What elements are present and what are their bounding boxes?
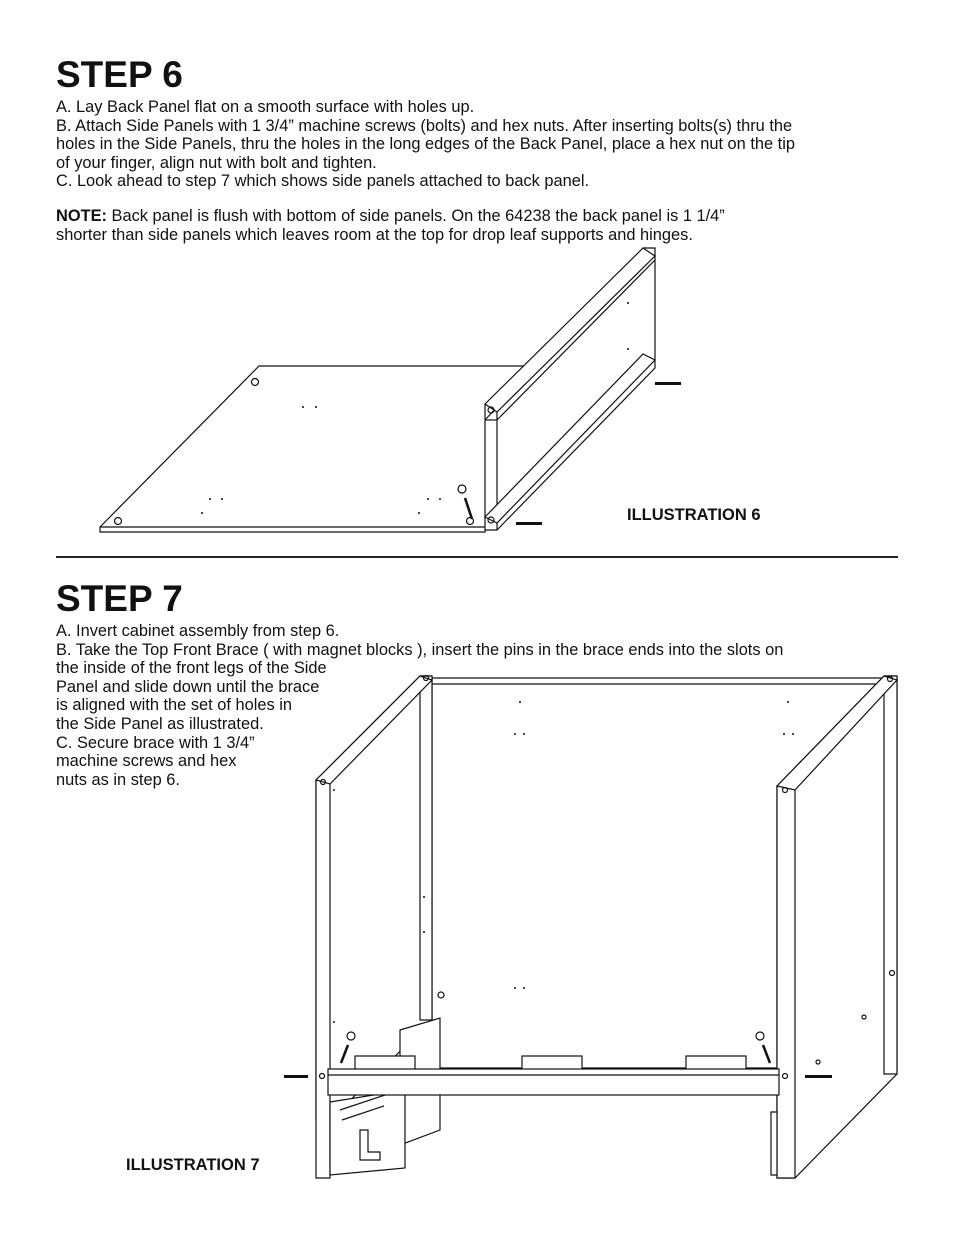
step-7-line-b5: the Side Panel as illustrated. [56,714,264,733]
step-7-line-b1: B. Take the Top Front Brace ( with magnet blocks ), insert the pins in the brace ends into the slots on [56,640,784,659]
illustration-6-caption: ILLUSTRATION 6 [627,506,761,524]
step-6-line-b1: B. Attach Side Panels with 1 3/4” machine screws (bolts) and hex nuts. After inserting bolts(s) thru the [56,116,793,135]
step-7-title: STEP 7 [56,578,183,619]
step-6-line-b3: of your finger, align nut with bolt and tighten. [56,153,377,172]
step-6-line-c: C. Look ahead to step 7 which shows side panels attached to back panel. [56,172,590,191]
step-7-line-b2: the inside of the front legs of the Side [56,659,327,678]
step-7-line-c2: machine screws and hex [56,752,237,771]
magnet-block-right [686,1056,746,1070]
step-7-line-a: A. Invert cabinet assembly from step 6. [56,622,340,640]
note-text-1: Back panel is flush with bottom of side panels. On the 64238 the back panel is 1 1/4” [107,207,725,225]
step-7-line-c1: C. Secure brace with 1 3/4” [56,733,255,752]
step-7-line-b4: is aligned with the set of holes in [56,696,292,715]
note-text-2: shorter than side panels which leaves room at the top for drop leaf supports and hinges. [56,225,693,244]
magnet-block-center [522,1056,582,1070]
illustration-7-caption: ILLUSTRATION 7 [126,1156,260,1174]
step-6-title: STEP 6 [56,54,183,95]
step-6-line-a: A. Lay Back Panel flat on a smooth surface with holes up. [56,98,475,116]
note-label: NOTE: [56,207,107,225]
top-front-brace [328,1069,779,1095]
step-7-line-b3: Panel and slide down until the brace [56,677,320,696]
step-7-line-c3: nuts as in step 6. [56,770,180,789]
step-6-line-b2: holes in the Side Panels, thru the holes in the long edges of the Back Panel, place a hex nut on the tip [56,135,795,154]
magnet-block-left [355,1056,415,1070]
